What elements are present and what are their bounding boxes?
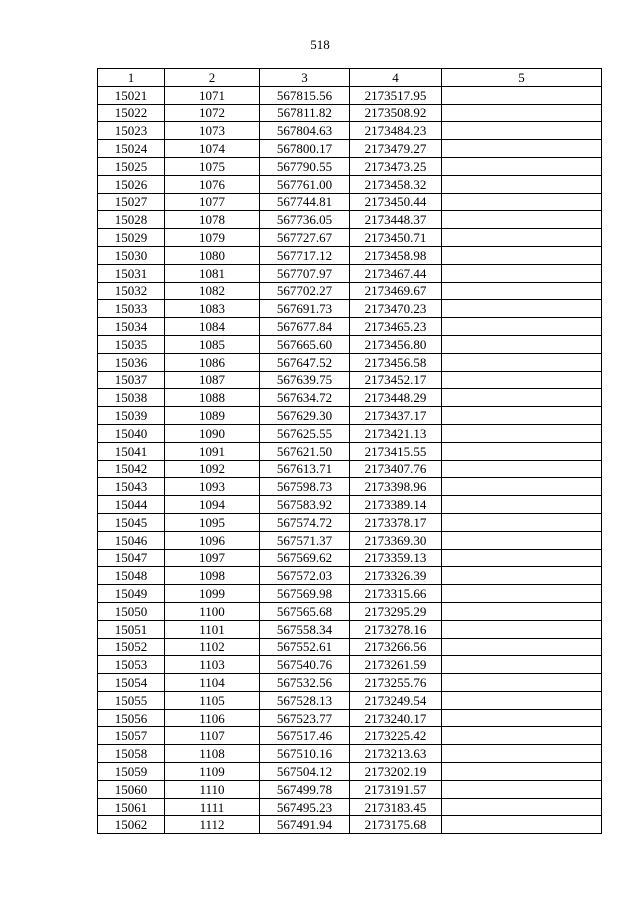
notes-cell: [442, 531, 602, 549]
notes-cell: [442, 602, 602, 620]
notes-cell: [442, 656, 602, 674]
x-coordinate-cell: 567571.37: [260, 531, 350, 549]
number-cell: 1093: [165, 478, 260, 496]
number-cell: 1094: [165, 496, 260, 514]
number-cell: 1083: [165, 300, 260, 318]
number-cell: 1075: [165, 157, 260, 175]
notes-cell: [442, 567, 602, 585]
column-header-3: 3: [260, 69, 350, 87]
x-coordinate-cell: 567558.34: [260, 620, 350, 638]
point-id-cell: 15031: [98, 264, 165, 282]
x-coordinate-cell: 567569.62: [260, 549, 350, 567]
x-coordinate-cell: 567613.71: [260, 460, 350, 478]
number-cell: 1086: [165, 353, 260, 371]
notes-cell: [442, 86, 602, 104]
table-row: [98, 407, 602, 425]
notes-cell: [442, 371, 602, 389]
y-coordinate-cell: 2173261.59: [350, 656, 442, 674]
table-row: [98, 780, 602, 798]
x-coordinate-cell: 567572.03: [260, 567, 350, 585]
notes-cell: [442, 104, 602, 122]
y-coordinate-cell: 2173278.16: [350, 620, 442, 638]
x-coordinate-cell: 567583.92: [260, 496, 350, 514]
x-coordinate-cell: 567598.73: [260, 478, 350, 496]
y-coordinate-cell: 2173315.66: [350, 585, 442, 603]
table-row: [98, 264, 602, 282]
table-row: [98, 229, 602, 247]
notes-cell: [442, 140, 602, 158]
y-coordinate-cell: 2173326.39: [350, 567, 442, 585]
number-cell: 1082: [165, 282, 260, 300]
x-coordinate-cell: 567800.17: [260, 140, 350, 158]
number-cell: 1104: [165, 674, 260, 692]
point-id-cell: 15027: [98, 193, 165, 211]
number-cell: 1081: [165, 264, 260, 282]
x-coordinate-cell: 567574.72: [260, 513, 350, 531]
notes-cell: [442, 264, 602, 282]
number-cell: 1084: [165, 318, 260, 336]
y-coordinate-cell: 2173249.54: [350, 691, 442, 709]
y-coordinate-cell: 2173378.17: [350, 513, 442, 531]
table-row: [98, 193, 602, 211]
y-coordinate-cell: 2173456.58: [350, 353, 442, 371]
table-row: [98, 353, 602, 371]
number-cell: 1078: [165, 211, 260, 229]
notes-cell: [442, 318, 602, 336]
x-coordinate-cell: 567510.16: [260, 745, 350, 763]
x-coordinate-cell: 567528.13: [260, 691, 350, 709]
notes-cell: [442, 389, 602, 407]
table-row: [98, 246, 602, 264]
point-id-cell: 15059: [98, 763, 165, 781]
number-cell: 1090: [165, 424, 260, 442]
table-header-row: [98, 69, 602, 87]
number-cell: 1095: [165, 513, 260, 531]
number-cell: 1110: [165, 780, 260, 798]
point-id-cell: 15023: [98, 122, 165, 140]
x-coordinate-cell: 567691.73: [260, 300, 350, 318]
number-cell: 1071: [165, 86, 260, 104]
x-coordinate-cell: 567532.56: [260, 674, 350, 692]
notes-cell: [442, 478, 602, 496]
point-id-cell: 15030: [98, 246, 165, 264]
table-row: [98, 282, 602, 300]
point-id-cell: 15022: [98, 104, 165, 122]
number-cell: 1112: [165, 816, 260, 834]
table-row: [98, 389, 602, 407]
y-coordinate-cell: 2173479.27: [350, 140, 442, 158]
table-row: [98, 709, 602, 727]
table-row: [98, 531, 602, 549]
notes-cell: [442, 211, 602, 229]
notes-cell: [442, 780, 602, 798]
point-id-cell: 15042: [98, 460, 165, 478]
x-coordinate-cell: 567552.61: [260, 638, 350, 656]
point-id-cell: 15039: [98, 407, 165, 425]
x-coordinate-cell: 567491.94: [260, 816, 350, 834]
x-coordinate-cell: 567717.12: [260, 246, 350, 264]
notes-cell: [442, 691, 602, 709]
y-coordinate-cell: 2173517.95: [350, 86, 442, 104]
x-coordinate-cell: 567499.78: [260, 780, 350, 798]
y-coordinate-cell: 2173191.57: [350, 780, 442, 798]
notes-cell: [442, 193, 602, 211]
table-row: [98, 549, 602, 567]
number-cell: 1076: [165, 175, 260, 193]
point-id-cell: 15052: [98, 638, 165, 656]
number-cell: 1099: [165, 585, 260, 603]
notes-cell: [442, 424, 602, 442]
x-coordinate-cell: 567540.76: [260, 656, 350, 674]
number-cell: 1105: [165, 691, 260, 709]
y-coordinate-cell: 2173508.92: [350, 104, 442, 122]
number-cell: 1079: [165, 229, 260, 247]
y-coordinate-cell: 2173448.29: [350, 389, 442, 407]
y-coordinate-cell: 2173467.44: [350, 264, 442, 282]
x-coordinate-cell: 567629.30: [260, 407, 350, 425]
notes-cell: [442, 407, 602, 425]
notes-cell: [442, 620, 602, 638]
point-id-cell: 15054: [98, 674, 165, 692]
number-cell: 1072: [165, 104, 260, 122]
table-row: [98, 460, 602, 478]
column-header-4: 4: [350, 69, 442, 87]
number-cell: 1091: [165, 442, 260, 460]
y-coordinate-cell: 2173225.42: [350, 727, 442, 745]
y-coordinate-cell: 2173470.23: [350, 300, 442, 318]
number-cell: 1107: [165, 727, 260, 745]
x-coordinate-cell: 567736.05: [260, 211, 350, 229]
notes-cell: [442, 674, 602, 692]
point-id-cell: 15044: [98, 496, 165, 514]
table-row: [98, 86, 602, 104]
notes-cell: [442, 727, 602, 745]
point-id-cell: 15051: [98, 620, 165, 638]
table-row: [98, 335, 602, 353]
number-cell: 1088: [165, 389, 260, 407]
notes-cell: [442, 353, 602, 371]
table-row: [98, 727, 602, 745]
notes-cell: [442, 282, 602, 300]
y-coordinate-cell: 2173407.76: [350, 460, 442, 478]
table-row: [98, 318, 602, 336]
table-row: [98, 763, 602, 781]
y-coordinate-cell: 2173437.17: [350, 407, 442, 425]
y-coordinate-cell: 2173458.32: [350, 175, 442, 193]
number-cell: 1102: [165, 638, 260, 656]
point-id-cell: 15061: [98, 798, 165, 816]
table-row: [98, 816, 602, 834]
y-coordinate-cell: 2173458.98: [350, 246, 442, 264]
point-id-cell: 15045: [98, 513, 165, 531]
y-coordinate-cell: 2173389.14: [350, 496, 442, 514]
x-coordinate-cell: 567707.97: [260, 264, 350, 282]
point-id-cell: 15026: [98, 175, 165, 193]
x-coordinate-cell: 567677.84: [260, 318, 350, 336]
table-row: [98, 638, 602, 656]
notes-cell: [442, 585, 602, 603]
x-coordinate-cell: 567634.72: [260, 389, 350, 407]
notes-cell: [442, 335, 602, 353]
point-id-cell: 15058: [98, 745, 165, 763]
y-coordinate-cell: 2173452.17: [350, 371, 442, 389]
table-row: [98, 157, 602, 175]
notes-cell: [442, 798, 602, 816]
table-row: [98, 175, 602, 193]
y-coordinate-cell: 2173448.37: [350, 211, 442, 229]
table-row: [98, 567, 602, 585]
point-id-cell: 15048: [98, 567, 165, 585]
table-row: [98, 122, 602, 140]
notes-cell: [442, 175, 602, 193]
table-row: [98, 620, 602, 638]
notes-cell: [442, 763, 602, 781]
number-cell: 1074: [165, 140, 260, 158]
table-body: [98, 86, 602, 833]
table-row: [98, 656, 602, 674]
x-coordinate-cell: 567761.00: [260, 175, 350, 193]
point-id-cell: 15025: [98, 157, 165, 175]
number-cell: 1092: [165, 460, 260, 478]
number-cell: 1100: [165, 602, 260, 620]
x-coordinate-cell: 567790.55: [260, 157, 350, 175]
page-number: 518: [310, 37, 330, 52]
y-coordinate-cell: 2173175.68: [350, 816, 442, 834]
x-coordinate-cell: 567517.46: [260, 727, 350, 745]
column-header-1: 1: [98, 69, 165, 87]
x-coordinate-cell: 567815.56: [260, 86, 350, 104]
notes-cell: [442, 638, 602, 656]
y-coordinate-cell: 2173484.23: [350, 122, 442, 140]
x-coordinate-cell: 567647.52: [260, 353, 350, 371]
table-row: [98, 371, 602, 389]
number-cell: 1106: [165, 709, 260, 727]
y-coordinate-cell: 2173359.13: [350, 549, 442, 567]
table-row: [98, 104, 602, 122]
x-coordinate-cell: 567621.50: [260, 442, 350, 460]
point-id-cell: 15053: [98, 656, 165, 674]
number-cell: 1097: [165, 549, 260, 567]
point-id-cell: 15050: [98, 602, 165, 620]
y-coordinate-cell: 2173450.44: [350, 193, 442, 211]
x-coordinate-cell: 567804.63: [260, 122, 350, 140]
number-cell: 1103: [165, 656, 260, 674]
point-id-cell: 15041: [98, 442, 165, 460]
x-coordinate-cell: 567495.23: [260, 798, 350, 816]
y-coordinate-cell: 2173456.80: [350, 335, 442, 353]
x-coordinate-cell: 567569.98: [260, 585, 350, 603]
table-row: [98, 424, 602, 442]
notes-cell: [442, 709, 602, 727]
table-row: [98, 442, 602, 460]
table-row: [98, 745, 602, 763]
x-coordinate-cell: 567727.67: [260, 229, 350, 247]
number-cell: 1080: [165, 246, 260, 264]
x-coordinate-cell: 567744.81: [260, 193, 350, 211]
number-cell: 1098: [165, 567, 260, 585]
table-row: [98, 496, 602, 514]
table-row: [98, 140, 602, 158]
y-coordinate-cell: 2173473.25: [350, 157, 442, 175]
y-coordinate-cell: 2173398.96: [350, 478, 442, 496]
notes-cell: [442, 122, 602, 140]
y-coordinate-cell: 2173369.30: [350, 531, 442, 549]
notes-cell: [442, 513, 602, 531]
number-cell: 1109: [165, 763, 260, 781]
point-id-cell: 15062: [98, 816, 165, 834]
x-coordinate-cell: 567639.75: [260, 371, 350, 389]
point-id-cell: 15046: [98, 531, 165, 549]
coordinates-table: [97, 68, 602, 834]
x-coordinate-cell: 567625.55: [260, 424, 350, 442]
notes-cell: [442, 157, 602, 175]
point-id-cell: 15040: [98, 424, 165, 442]
x-coordinate-cell: 567665.60: [260, 335, 350, 353]
point-id-cell: 15057: [98, 727, 165, 745]
point-id-cell: 15028: [98, 211, 165, 229]
point-id-cell: 15049: [98, 585, 165, 603]
y-coordinate-cell: 2173240.17: [350, 709, 442, 727]
notes-cell: [442, 549, 602, 567]
notes-cell: [442, 442, 602, 460]
y-coordinate-cell: 2173202.19: [350, 763, 442, 781]
notes-cell: [442, 496, 602, 514]
point-id-cell: 15055: [98, 691, 165, 709]
notes-cell: [442, 229, 602, 247]
table-row: [98, 513, 602, 531]
table-row: [98, 691, 602, 709]
y-coordinate-cell: 2173213.63: [350, 745, 442, 763]
point-id-cell: 15038: [98, 389, 165, 407]
y-coordinate-cell: 2173450.71: [350, 229, 442, 247]
point-id-cell: 15036: [98, 353, 165, 371]
table-row: [98, 300, 602, 318]
number-cell: 1096: [165, 531, 260, 549]
table-row: [98, 585, 602, 603]
number-cell: 1073: [165, 122, 260, 140]
number-cell: 1087: [165, 371, 260, 389]
y-coordinate-cell: 2173465.23: [350, 318, 442, 336]
number-cell: 1077: [165, 193, 260, 211]
notes-cell: [442, 816, 602, 834]
number-cell: 1089: [165, 407, 260, 425]
table-row: [98, 674, 602, 692]
point-id-cell: 15060: [98, 780, 165, 798]
notes-cell: [442, 745, 602, 763]
notes-cell: [442, 246, 602, 264]
y-coordinate-cell: 2173421.13: [350, 424, 442, 442]
y-coordinate-cell: 2173266.56: [350, 638, 442, 656]
point-id-cell: 15024: [98, 140, 165, 158]
point-id-cell: 15043: [98, 478, 165, 496]
number-cell: 1108: [165, 745, 260, 763]
x-coordinate-cell: 567523.77: [260, 709, 350, 727]
number-cell: 1111: [165, 798, 260, 816]
point-id-cell: 15034: [98, 318, 165, 336]
y-coordinate-cell: 2173183.45: [350, 798, 442, 816]
notes-cell: [442, 460, 602, 478]
x-coordinate-cell: 567702.27: [260, 282, 350, 300]
table-row: [98, 478, 602, 496]
column-header-5: 5: [442, 69, 602, 87]
point-id-cell: 15033: [98, 300, 165, 318]
number-cell: 1101: [165, 620, 260, 638]
y-coordinate-cell: 2173255.76: [350, 674, 442, 692]
column-header-2: 2: [165, 69, 260, 87]
table-row: [98, 798, 602, 816]
point-id-cell: 15056: [98, 709, 165, 727]
table-row: [98, 602, 602, 620]
point-id-cell: 15029: [98, 229, 165, 247]
x-coordinate-cell: 567811.82: [260, 104, 350, 122]
x-coordinate-cell: 567504.12: [260, 763, 350, 781]
table-row: [98, 211, 602, 229]
point-id-cell: 15021: [98, 86, 165, 104]
y-coordinate-cell: 2173295.29: [350, 602, 442, 620]
number-cell: 1085: [165, 335, 260, 353]
y-coordinate-cell: 2173469.67: [350, 282, 442, 300]
y-coordinate-cell: 2173415.55: [350, 442, 442, 460]
point-id-cell: 15037: [98, 371, 165, 389]
point-id-cell: 15047: [98, 549, 165, 567]
x-coordinate-cell: 567565.68: [260, 602, 350, 620]
point-id-cell: 15035: [98, 335, 165, 353]
notes-cell: [442, 300, 602, 318]
point-id-cell: 15032: [98, 282, 165, 300]
